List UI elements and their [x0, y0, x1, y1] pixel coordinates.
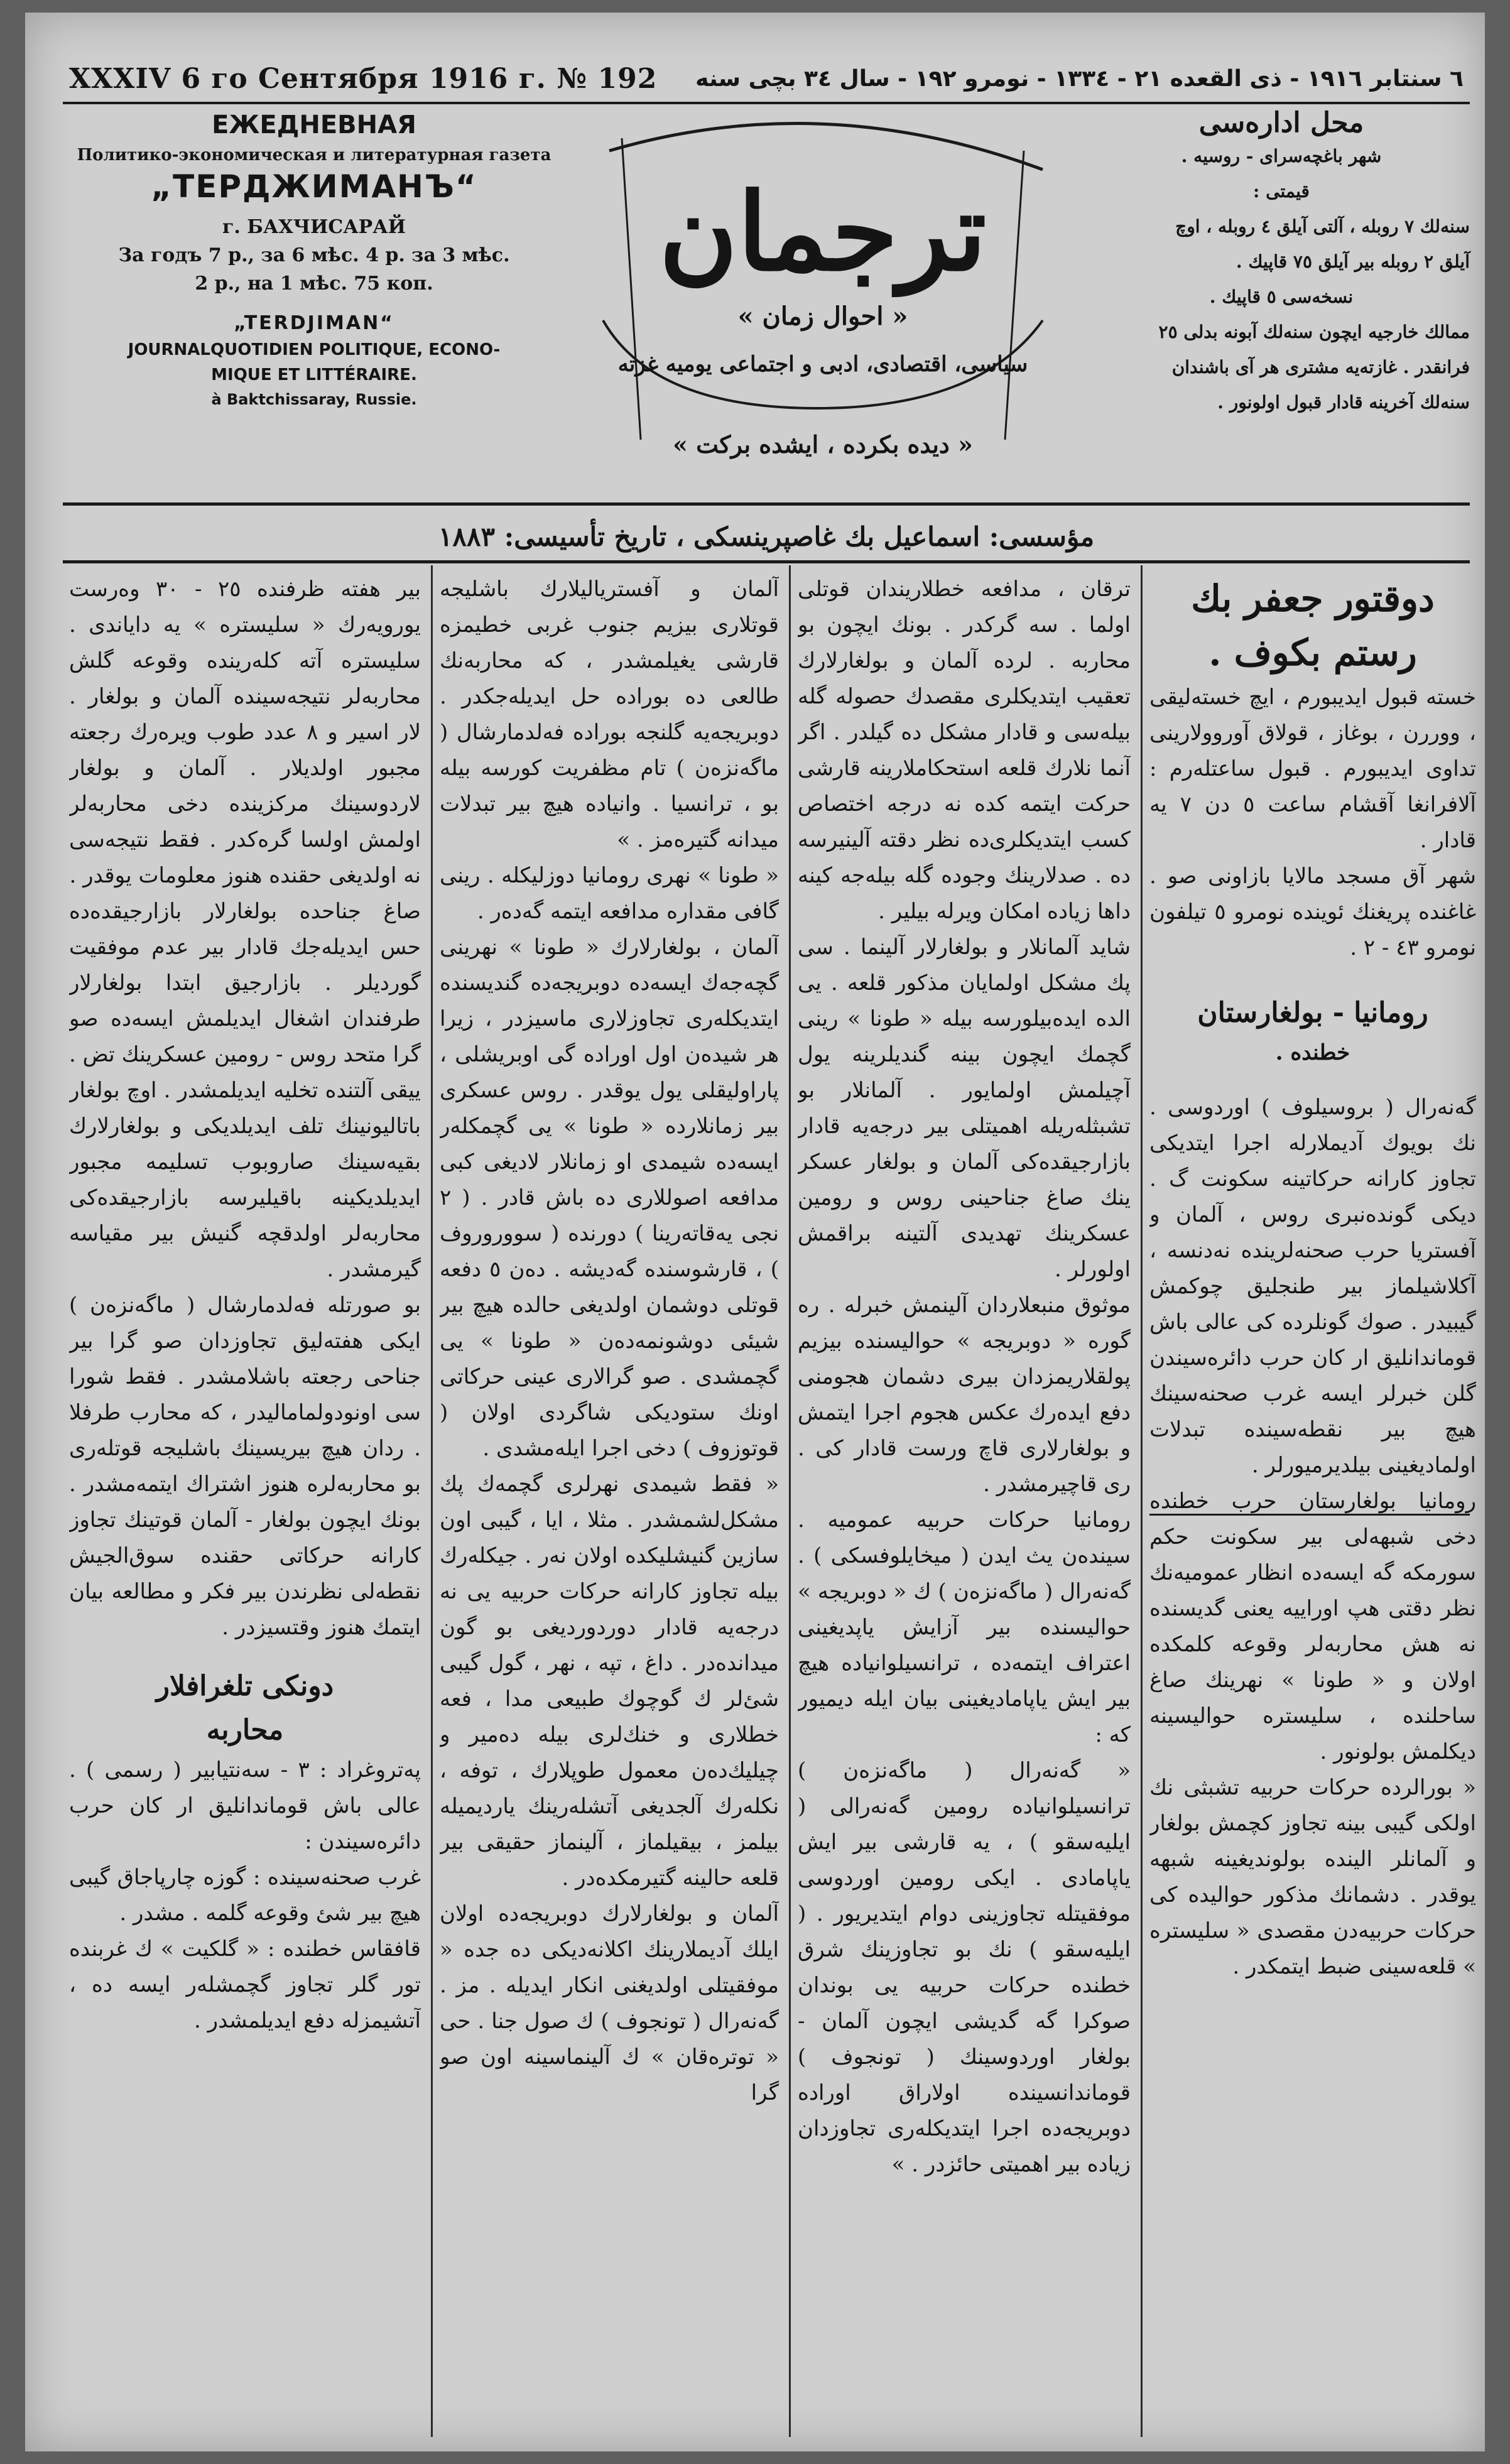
column-divider: [1141, 565, 1143, 2437]
date-line-turkic: ٦ سنتابر ١٩١٦ - ذی القعده ٢١ - ١٣٣٤ - نومرو ١٩٢ - سال ٣٤ بچی سنه: [695, 65, 1464, 92]
column-3: [440, 572, 779, 2431]
masthead-left-line: ЕЖЕДНЕВНАЯ: [212, 111, 416, 139]
paragraph: شهر آق مسجد مالایا بازاونی صو . غاغنده پریغنك ئوینده نومرو ٥ تیلفون نومرو ٤٣ - ٢ .: [1149, 864, 1476, 960]
column-divider: [789, 565, 791, 2437]
masthead-left-line: Политико-экономическая и литературная газета: [77, 146, 551, 165]
founder-line: مؤسسی: اسماعیل بك غاصپرینسکی ، تاریخ تأسیسی: ١٨٨٣: [438, 521, 1095, 552]
date-line-russian: XXXIV 6 го Сентября 1916 г. № 192: [69, 62, 658, 95]
paragraph: قافقاس خطنده : « گلکیت » ك غربنده تور گلر تجاوز گچمشله‌ر ایسه ده ، آتشیمزله دفع ایدیلمشدر .: [69, 1936, 421, 2033]
paragraph: بو صورتله فه‌لدمارشال ( ماگه‌نزه‌ن ) ایکی هفته‌لیق تجاوزدان صو گرا بیر جناحی رجعته باشلامشدر . فقط شورا سی اونودولمامالیدر ، که محارب طرفلا . ردان هیچ بیریسینك باشلیجه قوتله‌ری بو محاربه‌لره هنوز اشتراك ایتمه‌مشدر . بونك ایچون بولغار - آلمان قوتینك تجاوز کارانه حرکاتی حقنده سوق‌الجیش نقطه‌لی نظرندن بیر فکر و مطالعه بیان ایتمك هنوز وقتسیزدر .: [69, 1293, 421, 1640]
logo-flourish-icon: [565, 113, 1080, 477]
logo-title: ترجمان: [659, 170, 987, 295]
office-line: سنه‌لك ٧ روبله ، آلتی آیلق ٤ روبله ، اوچ: [1175, 216, 1470, 237]
paragraph: ترقان ، مدافعه خطلاریندان قوتلی اولما . سه گرکدر . بونك ایچون بو محاربه . لرده آلمان و بولغارلارك تعقیب ایتدیکلری مقصدك حصوله گله بیله‌سی و قادار مشکل ده گیلدر . اگر آنما نلارك قلعه استحکاملارینه قارشی حرکت ایتمه کده نه درجه اختصاص کسب ایتدیکلری‌ده نظر دقته آلینیرسه ده . صدلارینك وجوده گله بیله‌جه کینه داها زیاده امکان ویرله بیلیر .: [798, 577, 1131, 924]
section-subheading: خطنده .: [1275, 1040, 1350, 1065]
headline: دوقتور جعفر بك رستم بکوف .: [1191, 577, 1435, 674]
masthead-right: [1093, 107, 1470, 484]
paragraph: گه‌نه‌رال ( بروسیلوف ) اوردوسی . نك بویوك آدیملارله اجرا ایتدیکی تجاوز کارانه حرکاتینه سکونت گ . دیکی گونده‌نبری روس ، آلمان و آفستریا حرب صحنه‌لرینده نه‌دنسه ، آکلاشیلماز بیر طنجلیق چوکمش گیبیدر . صوك گونلرده کی عالی باش قوماندانلیق ار کان حرب دائره‌سیندن گلن خبرلر ایسه غرب صحنه‌سینك هیچ بیر نقطه‌سینده تبدلات اولمادیغینی بیلدیرمیورلر .: [1149, 1095, 1476, 1478]
newspaper-page: [25, 13, 1485, 2451]
logo-arc-text: سیاسی، اقتصادی، ادبی و اجتماعی یومیه غزته: [617, 352, 1028, 377]
office-line: آیلق ٢ روبله بیر آیلق ٧٥ قاپیك .: [1236, 251, 1470, 272]
paragraph: په‌تروغراد : ٣ - سه‌نتیابیر ( رسمی ) . عالی باش قوماندانلیق ار کان حرب دائره‌سیندن :: [69, 1757, 421, 1854]
founder-rule: [63, 560, 1470, 563]
paragraph: آلمان و بولغارلارك دوبریجه‌ده اولان ایلك آدیملارینك اکلانه‌دیکی ده جده « موفقیتلی اولدیغنی انکار ایدیله . مز . گه‌نه‌رال ( تونجوف ) ك صول جنا . حی « توتره‌قان » ك آلینماسینه اون صو گرا: [440, 1901, 779, 2105]
paragraph: موثوق منبعلاردان آلینمش خبرله . ره گوره « دوبریجه » حوالیسنده بیزیم پولقلاریمزدان بیری دشمان هجومنی دفع ایده‌رك عکس هجوم اجرا ایتمش و بولغارلاری قاچ ورست قادار کی . ری قاچیرمشدر .: [798, 1293, 1131, 1497]
office-line: سنه‌لك آخرینه قادار قبول اولونور .: [1217, 392, 1470, 413]
paragraph: « گه‌نه‌رال ( ماگه‌نزه‌ن ) ترانسیلوانیاده رومین گه‌نه‌رالی ( ایلیه‌سقو ) ، یه قارشی بیر ایش یاپامادی . ایکی رومین اوردوسی موفقیتله تجاوزینی دوام ایتدیریور . ( ایلیه‌سقو ) نك بو تجاوزینك شرق خطنده حرکات حربیه یی بوندان صوکرا گه گدیشی ایچون آلمان - بولغار اوردوسینك ( تونجوف ) قوماندانسینده اولاراق اوراده دوبریجه‌ده اجرا ایتدیکله‌ری تجاوزدان زیاده بیر اهمیتی حائزدر . »: [798, 1758, 1131, 2177]
date-strip: [69, 57, 1464, 100]
top-rule: [63, 102, 1470, 104]
office-line: نسخه‌سی ٥ قاپیك .: [1209, 286, 1354, 307]
masthead-left-line: За годъ 7 р., за 6 мѣс. 4 р. за 3 мѣс.: [118, 244, 510, 266]
masthead-left-line: г. БАХЧИСАРАЙ: [222, 216, 406, 238]
paragraph: « طونا » نهری رومانیا دوزلیکله . رینی گافی مقداره مدافعه ایتمه گه‌ده‌ر .: [440, 863, 779, 924]
section-rule: [1149, 1514, 1470, 1516]
section-heading: رومانیا - بولغارستان: [1197, 997, 1428, 1029]
paragraph: آلمان و آفستریالیلارك باشلیجه قوتلاری بیزیم جنوب غربی خطیمزه قارشی یغیلمشدر ، که محاربه‌نك طالعی ده بوراده حل ایدیله‌جکدر . دوبریجه‌یه گلنجه بوراده فه‌لدمارشال ( ماگه‌نزه‌ن ) تام مظفریت کورسه بیله بو ، ترانسیا . وانیاده هیچ بیر تبدلات میدانه گتیره‌مز . »: [440, 577, 779, 852]
logo-motto: « دیده بکرده ، ایشده برکت »: [673, 430, 973, 459]
masthead-left-line: 2 р., на 1 мѣс. 75 коп.: [195, 273, 433, 295]
office-line: شهر باغچه‌سرای - روسیه .: [1181, 146, 1382, 166]
masthead-left-line: „TERDJIMAN“: [234, 312, 394, 334]
masthead-left-title: „ТЕРДЖИМАНЪ“: [151, 168, 477, 205]
column-divider: [431, 565, 433, 2437]
masthead-logo: [565, 113, 1080, 477]
paragraph: « فقط شیمدی نهرلری گچمه‌ك پك مشکل‌لشمشدر . مثلا ، ایا ، گیبی اون سازین گنیشلیکده اولان نه‌ر . جیکله‌رك بیله تجاوز کارانه حرکات حربیه یی نه درجه‌یه قادار دوردوردیغی بو گون میدانده‌در . داغ ، تپه ، نهر ، گول گیبی شئ‌لر ك گوچوك طبیعی مدا ، فعه خطلاری و خنك‌لری بیله ده‌میر و چیلیك‌ده‌ن معمول طوپلارك ، توفه ، نکله‌رك آلجدیغی آتشله‌رینك یاردیمیله بیلمز ، بیقیلماز ، آلینماز حقیقی بیر قلعه حالینه گتیرمكده‌در .: [440, 1472, 779, 1891]
section-heading: محاربه: [206, 1714, 284, 1746]
logo-subtitle: « احوال زمان »: [737, 301, 908, 331]
column-1: [1149, 572, 1476, 2431]
paragraph: رومانیا حرکات حربیه عمومیه . سینده‌ن یث ایدن ( میخایلوفسکی ) . گه‌نه‌رال ( ماگه‌نزه‌ن ) ك « دوبریجه » حوالیسنده بیر آزایش یاپدیغینی اعتراف ایتمه‌ده ، ترانسیلوانیاده هیچ بیر ایش یاپامادیغینی بیان ایله دیمیور که :: [798, 1507, 1131, 1747]
paragraph: صاغ جناحده بولغارلار بازارجیقده‌ده حس ایدیله‌جك قادار بیر عدم موفقیت گوردیلر . بازارجیق ابتدا بولغارلار طرفندان اشغال ایدیلمش ایسه‌ده صو گرا متحد روس - رومین عسکرینك تض . ییقی آلتنده تخلیه ایدیلمشدر . اوچ بولغار باتالیونینك تلف ایدیلدیکی و بولغارلارك بقیه‌سینك صاروبوب تسلیمه مجبور ایدیلدیکینه باقیلیرسه بازارجیقده‌کی محاربه‌لر اولدقچه گنیش بیر مقیاسه گیرمشدر .: [69, 899, 421, 1282]
paragraph: بیر هفته ظرفنده ٢٥ - ٣٠ وه‌رست یورویه‌رك « سلیستره » یه دایاندی . سلیستره آته کله‌رینده وقوعه گلش محاربه‌لر نتیجه‌سینده آلمان و بولغار . لار اسیر و ٨ عدد طوب ویره‌رك رجعته مجبور اولدیلار . آلمان و بولغار لاردوسینك مرکزینده دخی محاربه‌لر اولمش اولسا گره‌کدر . فقط نتیجه‌سی نه اولدیغی حقنده هنوز معلومات یوقدر .: [69, 577, 421, 888]
office-line: فرانقدر . غازته‌یه مشتری هر آی باشندان: [1171, 357, 1470, 377]
paragraph: خسته قبول ایدیبورم ، ایچ خسته‌لیقی ، ووررن ، بوغاز ، قولاق آوروولارینی تداوی ایدیبورم . قبول ساعتله‌رم : آلافرانغا آقشام ساعت ٥ دن ٧ یه قادار .: [1149, 685, 1476, 853]
column-4: [69, 572, 421, 2431]
masthead-left: [75, 107, 553, 484]
paragraph: غرب صحنه‌سینده : گوزه چارپاجاق گیبی هیچ بیر شئ وقوعه گلمه . مشدر .: [69, 1865, 421, 1926]
paragraph: رومانیا بولغارستان حرب خطنده دخی شبهه‌لی بیر سکونت حکم سورمکه گه ایسه‌ده انظار عمومیه‌نك نظر دقتی هپ اوراییه یعنی گدیسنده نه‌ هش محاربه‌لر وقوعه کلمکده اولان و « طونا » نهرینك صاغ ساحلنده ، سلیستره حوالیسینه دیکلمش بولونور .: [1149, 1489, 1476, 1764]
masthead-left-line: à Baktchissaray, Russie.: [211, 391, 417, 408]
office-line: قیمتی :: [1253, 181, 1310, 202]
paragraph: آلمان ، بولغارلارك « طونا » نهرینی گچه‌جه‌ك ایسه‌ده دوبریجه‌ده گندیسنده ایتدیکله‌ری تجاوزلاری ما‌سیزدر ، زیرا هر شیده‌ن اول اوراده گی اوبریشلی ، پارا‌ولیقلی یول یوقدر . روس عسکری بیر زمانلارده « طونا » یی گچمکله‌ر ایسه‌ده شیمدی او زمانلار لادیغی کبی مدافعه اصوللاری ده باش قادر . ( ٢ نجی یه‌قاته‌رینا ) دورنده ( سووروروف ) ، قارشوسنده گه‌دیشه . ده‌ن ٥ دفعه قوتلی دوشمان اولدیغی حالده هیچ بیر شیئی دوشونمه‌ده‌ن « طونا » یی گچمشدی . صو گرالاری عینی حرکاتی اونك ستودیکی شاگردی اولان ( قوتوزوف ) دخی اجرا ایله‌مشدی .: [440, 935, 779, 1461]
column-2: [798, 572, 1131, 2431]
paragraph: « بورالرده حرکات حربیه تشبثی نك اولکی گیبی بینه تجاوز کچمش بولغار و آلمانلر الینده بولوندیغینه شبهه یوقدر . دشمانك مذکور حوالیده کی حرکات حربیه‌دن مقصدی « سلیستره » قلعه‌سینی ضبط ایتمکدر .: [1149, 1775, 1476, 1979]
section-heading: دونکی تلغرافلار: [156, 1670, 334, 1702]
office-heading: محل اداره‌سی: [1198, 107, 1364, 139]
office-line: ممالك خارجیه ایچون سنه‌لك آبونه بدلی ٢٥: [1158, 322, 1470, 342]
masthead-left-line: JOURNALQUOTIDIEN POLITIQUE, ECONO-: [128, 340, 501, 359]
masthead-rule: [63, 502, 1470, 506]
paragraph: شاید آلمانلار و بولغارلار آلینما . سی پك مشکل اولمایان مذکور قلعه . یی الده ایده‌بیلورسه بیله « طونا » رینی گچمك ایچون بینه گندیلرینه یول آچیلمش اولمایور . آلمانلار بو تشبثله‌ریله اهمیتلی بیر درجه‌یه قادار بازارجیقده‌کی آلمان و بولغار عسکر ینك صاغ جناحینی روس و رومین عسکرینك تهدیدی آلتینه براقمش اولورلر .: [798, 935, 1131, 1282]
masthead-left-line: MIQUE ET LITTÉRAIRE.: [211, 366, 417, 384]
